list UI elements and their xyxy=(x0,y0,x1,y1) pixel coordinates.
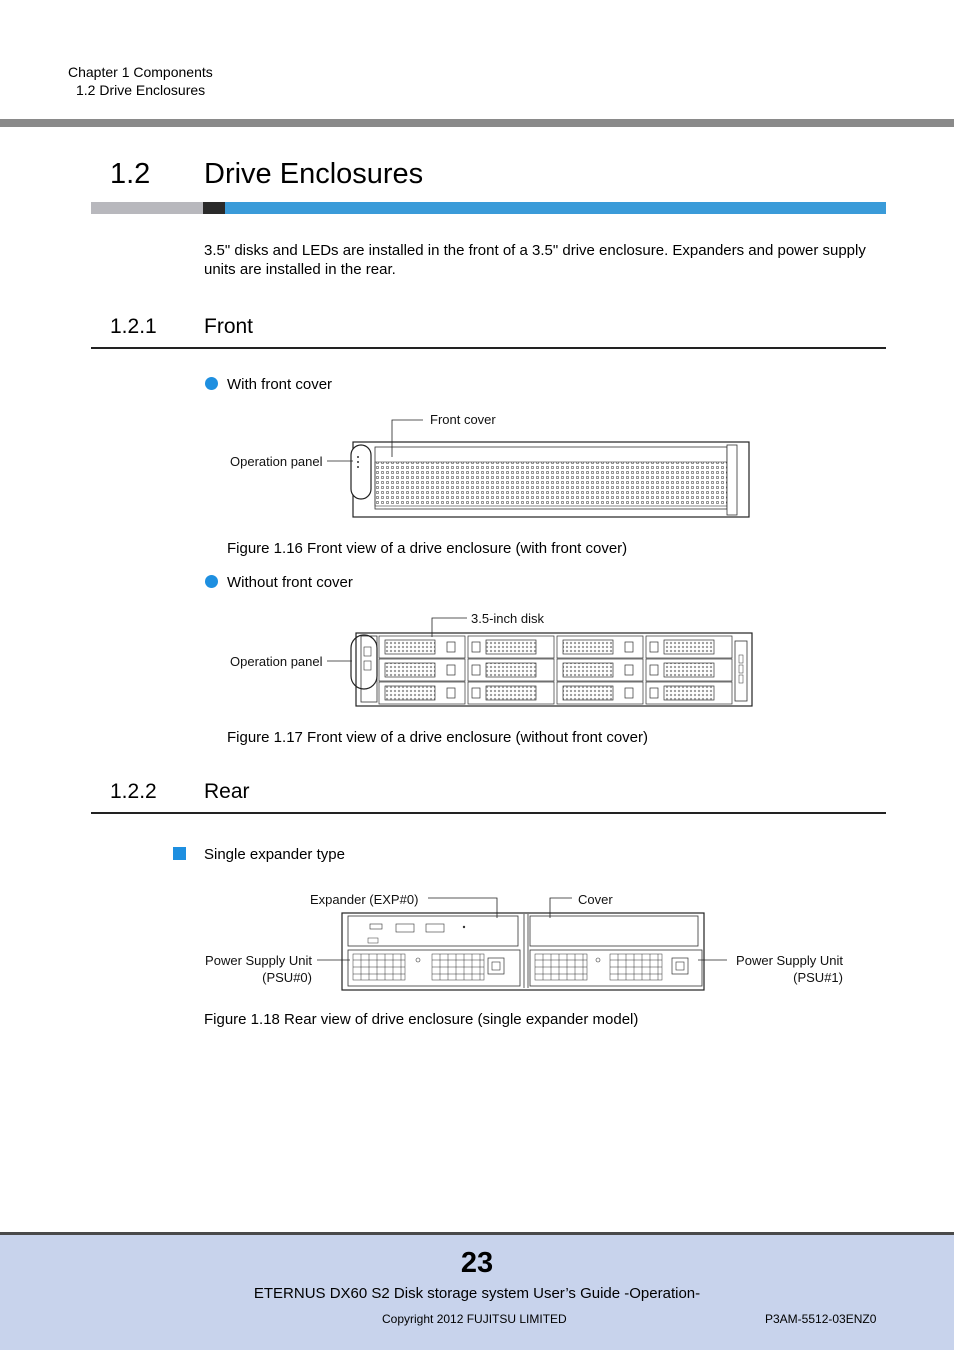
running-header-chapter: Chapter 1 Components xyxy=(68,64,213,80)
callout-psu1 xyxy=(733,952,843,986)
subsection-front-rule xyxy=(91,347,886,349)
running-header-section: 1.2 Drive Enclosures xyxy=(76,82,206,98)
callout-psu0-line1: Power Supply Unit xyxy=(205,953,312,968)
title-bar-dark xyxy=(203,202,225,214)
title-bar-blue xyxy=(225,202,886,214)
callout-operation-panel: Operation panel xyxy=(230,454,323,469)
subsection-rear-title: Rear xyxy=(204,780,250,803)
bullet-icon xyxy=(205,575,218,588)
footer-document-title: ETERNUS DX60 S2 Disk storage system User’s Guide -Operation- xyxy=(253,1285,701,1302)
page-footer xyxy=(0,1232,954,1350)
callout-front-cover: Front cover xyxy=(430,412,496,427)
subsection-rear-rule xyxy=(91,812,886,814)
subsection-rear-number: 1.2.2 xyxy=(110,780,157,803)
figure-rear-view xyxy=(200,888,850,1000)
callout-psu0 xyxy=(200,952,312,986)
page-number: 23 xyxy=(460,1247,494,1279)
callout-disk: 3.5-inch disk xyxy=(471,611,544,626)
item-with-front-cover: With front cover xyxy=(227,376,333,393)
item-without-front-cover: Without front cover xyxy=(227,574,353,591)
title-bar-gray xyxy=(91,202,203,214)
section-title: Drive Enclosures xyxy=(204,158,424,190)
item-single-expander: Single expander type xyxy=(204,846,345,863)
bullet-square-icon xyxy=(173,847,186,860)
callout-psu0-line2: (PSU#0) xyxy=(262,970,312,985)
callout-expander: Expander (EXP#0) xyxy=(310,892,419,907)
footer-doc-id: P3AM-5512-03ENZ0 xyxy=(765,1312,877,1326)
bullet-icon xyxy=(205,377,218,390)
figure-front-with-cover xyxy=(225,405,765,525)
figure-caption-1-17: Figure 1.17 Front view of a drive enclosure (without front cover) xyxy=(227,729,649,746)
callout-psu1-line1: Power Supply Unit xyxy=(736,953,843,968)
header-rule xyxy=(0,119,954,127)
callout-cover: Cover xyxy=(578,892,613,907)
intro-paragraph: 3.5" disks and LEDs are installed in the front of a 3.5" drive enclosure. Expanders and power supply units are installed in the rear. xyxy=(204,242,866,278)
figure-caption-1-16: Figure 1.16 Front view of a drive enclosure (with front cover) xyxy=(227,540,628,557)
figure-caption-1-18: Figure 1.18 Rear view of drive enclosure (single expander model) xyxy=(204,1011,639,1028)
footer-copyright: Copyright 2012 FUJITSU LIMITED xyxy=(382,1312,567,1326)
figure-front-without-cover xyxy=(225,605,765,715)
subsection-front-title: Front xyxy=(204,315,254,338)
subsection-front-number: 1.2.1 xyxy=(110,315,157,338)
section-number: 1.2 xyxy=(110,158,151,190)
callout-psu1-line2: (PSU#1) xyxy=(793,970,843,985)
callout-operation-panel: Operation panel xyxy=(230,654,323,669)
